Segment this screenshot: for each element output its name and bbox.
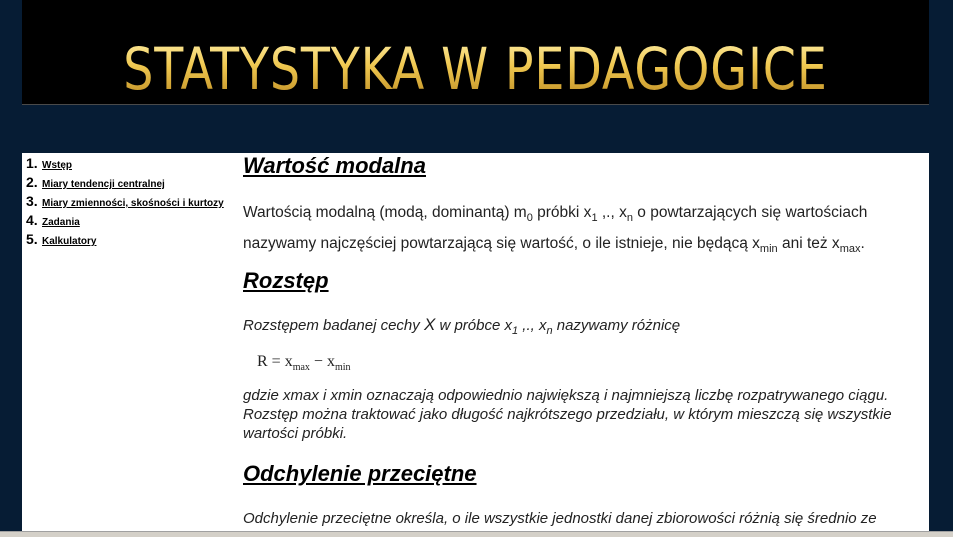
nav-link-zadania[interactable]: Zadania (42, 217, 80, 228)
heading-rozstep: Rozstęp (243, 268, 329, 293)
content-area (22, 153, 929, 536)
navigation-menu (26, 155, 238, 250)
nav-item-zadania[interactable] (26, 212, 238, 231)
nav-item-miary-zmiennosci[interactable] (26, 193, 238, 212)
nav-link-wstep[interactable]: Wstęp (42, 160, 72, 171)
window-bottom-edge (0, 531, 953, 537)
nav-link-miary-zmiennosci[interactable]: Miary zmienności, skośności i kurtozy (42, 198, 224, 209)
header-banner (22, 0, 929, 105)
paragraph-wartosc-modalna: Wartością modalną (modą, dominantą) $m_0$ próbki $x_1$ ,., $x_n$ o powtarzających się wartościach nazywamy najczęściej powtarzającą się wartość, o ile istnieje, nie będącą $x_{min}$ ani też $x_{max}$. (243, 204, 868, 256)
paragraph-odchylenie-przecietne: Odchylenie przeciętne określa, o ile wszystkie jednostki danej zbiorowości różnią się średnio ze (243, 510, 877, 527)
paragraph-rozstep-definition: Rozstępem badanej cechy X w próbce $x_1$ ,., $x_n$ nazywamy różnicę (243, 315, 681, 337)
nav-link-miary-tendencji[interactable]: Miary tendencji centralnej (42, 179, 165, 190)
nav-item-miary-tendencji[interactable] (26, 174, 238, 193)
formula-rozstep: $R = x_{max} - x_{min}$ (257, 353, 351, 374)
nav-number: 5. (26, 231, 38, 247)
nav-link-kalkulatory[interactable]: Kalkulatory (42, 236, 97, 247)
nav-item-kalkulatory[interactable] (26, 231, 238, 250)
nav-number: 2. (26, 174, 38, 190)
nav-number: 3. (26, 193, 38, 209)
nav-item-wstep[interactable] (26, 155, 238, 174)
nav-number: 1. (26, 155, 38, 171)
paragraph-rozstep-description: gdzie xmax i xmin oznaczają odpowiednio największą i najmniejszą liczbę rozpatrywanego ciągu. Rozstęp można traktować jako długość najkrótszego przedziału, w którym mieszczą się wszystkie wartości próbki. (243, 387, 892, 442)
heading-wartosc-modalna: Wartość modalna (243, 153, 426, 178)
nav-number: 4. (26, 212, 38, 228)
site-title: STATYSTYKA W PEDAGOGICE (104, 34, 848, 104)
heading-odchylenie-przecietne: Odchylenie przeciętne (243, 461, 477, 486)
